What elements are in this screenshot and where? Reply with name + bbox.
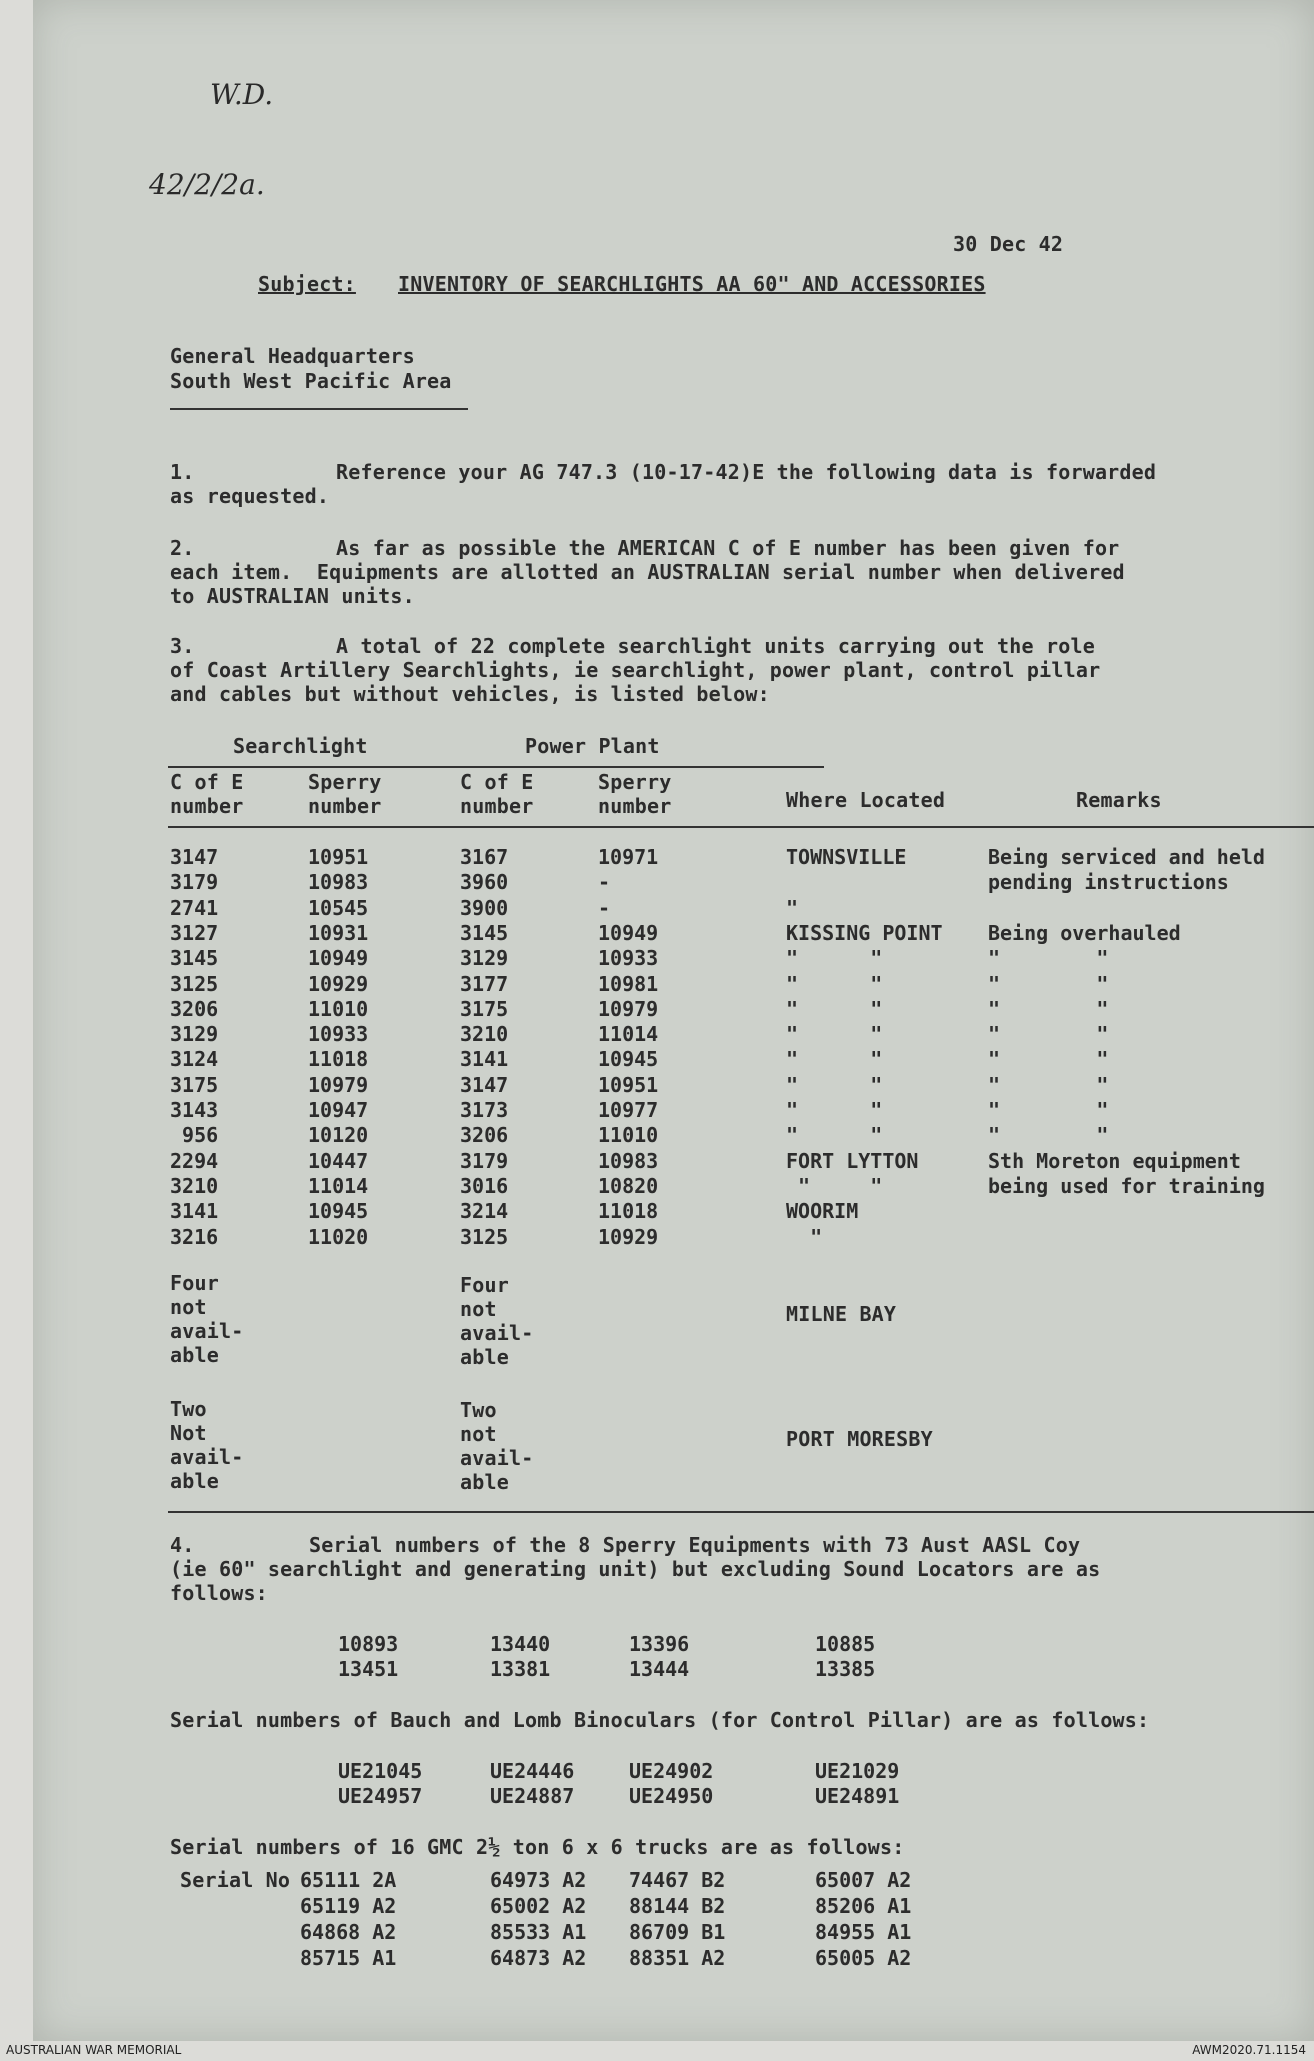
table-cell-sperry-searchlight: 10931 [308, 920, 369, 945]
table-row [33, 1149, 1314, 1174]
sperry-serial-row [33, 1657, 1314, 1682]
table-cell-sperry-power: 10933 [598, 946, 659, 971]
table-row [33, 946, 1314, 971]
address-line-1: General Headquarters [170, 344, 415, 368]
table-cell-ce-power: 3214 [460, 1199, 509, 1224]
table-cell-ce-power: 3125 [460, 1224, 509, 1249]
milne-bay-power-ce: Four not avail- able [460, 1273, 534, 1369]
binocular-serial-value: UE21029 [815, 1759, 900, 1783]
table-header-where-located: Where Located [786, 788, 946, 812]
table-cell-remarks: Being serviced and held [988, 845, 1265, 869]
table-cell-remarks: " " [988, 1072, 1109, 1097]
table-cell-ce-searchlight: 3216 [170, 1224, 219, 1249]
table-cell-remarks: pending instructions [988, 870, 1229, 895]
truck-serial-value: 64973 A2 [490, 1868, 587, 1892]
table-row [33, 1022, 1314, 1047]
table-cell-ce-searchlight: 3145 [170, 946, 219, 971]
truck-serial-value: 85533 A1 [490, 1920, 587, 1944]
table-cell-where-located: WOORIM [786, 1199, 859, 1224]
table-cell-sperry-power: 10929 [598, 1224, 659, 1249]
para1-line2: as requested. [170, 484, 330, 508]
table-cell-ce-power: 3210 [460, 1022, 509, 1047]
table-cell-where-located: " " [786, 1072, 883, 1097]
table-cell-ce-searchlight: 3179 [170, 870, 219, 895]
table-cell-remarks: " " [988, 1022, 1109, 1047]
para1-line1: Reference your AG 747.3 (10-17-42)E the following data is forwarded [336, 460, 1157, 484]
truck-serial-row [33, 1920, 1314, 1945]
para2-line1: As far as possible the AMERICAN C of E number has been given for [336, 536, 1120, 560]
truck-serial-value: 85206 A1 [815, 1894, 912, 1918]
table-row [33, 1225, 1314, 1250]
sperry-serial-value: 13444 [629, 1657, 690, 1681]
table-row [33, 997, 1314, 1022]
table-row [33, 870, 1314, 895]
table-cell-sperry-power: 10981 [598, 971, 659, 996]
table-cell-ce-power: 3129 [460, 946, 509, 971]
table-cell-sperry-power: 10977 [598, 1098, 659, 1122]
table-cell-where-located: KISSING POINT [786, 920, 943, 945]
para4-line1: Serial numbers of the 8 Sperry Equipments with 73 Aust AASL Coy [309, 1533, 1081, 1557]
table-header-rule [168, 826, 1314, 828]
binocular-serial-value: UE24957 [338, 1784, 423, 1808]
table-row [33, 1199, 1314, 1224]
table-row [33, 845, 1314, 870]
table-cell-remarks: " " [988, 946, 1109, 971]
table-bottom-rule [168, 1511, 1314, 1513]
table-cell-sperry-searchlight: 10947 [308, 1098, 369, 1122]
binocular-serial-value: UE24446 [490, 1759, 575, 1783]
table-cell-ce-searchlight: 3124 [170, 1047, 219, 1072]
para3-line3: and cables but without vehicles, is listed below: [170, 682, 770, 706]
table-cell-sperry-power: 10949 [598, 920, 659, 945]
table-cell-where-located: " " [786, 1047, 883, 1072]
para3-line1: A total of 22 complete searchlight units carrying out the role [336, 634, 1095, 658]
table-cell-sperry-searchlight: 10933 [308, 1022, 369, 1047]
truck-serial-row [33, 1946, 1314, 1971]
table-row [33, 1123, 1314, 1148]
table-cell-sperry-power: 11014 [598, 1022, 659, 1047]
table-group-searchlight: Searchlight [233, 734, 368, 758]
table-cell-sperry-power: 11018 [598, 1199, 659, 1224]
table-cell-ce-power: 3960 [460, 870, 509, 895]
truck-serial-value: 86709 B1 [629, 1920, 726, 1944]
sperry-serial-value: 13385 [815, 1657, 876, 1681]
para4-line3: follows: [170, 1581, 268, 1605]
address-line-2: South West Pacific Area [170, 369, 452, 393]
document-sheet [33, 0, 1314, 2041]
table-cell-where-located: " " [786, 971, 883, 996]
table-cell-sperry-power: - [598, 895, 611, 920]
port-moresby-searchlight-ce: Two Not avail- able [170, 1397, 244, 1493]
para2-line3: to AUSTRALIAN units. [170, 584, 415, 608]
port-moresby-power-ce: Two not avail- able [460, 1398, 534, 1494]
table-row [33, 1098, 1314, 1123]
table-cell-remarks: Being overhauled [988, 920, 1181, 945]
table-cell-ce-power: 3177 [460, 971, 509, 996]
table-header-sperry-searchlight: Sperry number [308, 770, 382, 818]
binocular-serial-row [33, 1759, 1314, 1784]
table-cell-sperry-power: 10820 [598, 1173, 659, 1198]
table-group-rule [168, 766, 824, 768]
table-cell-sperry-power: 10983 [598, 1148, 659, 1173]
table-cell-remarks: " " [988, 996, 1109, 1021]
table-cell-ce-power: 3145 [460, 920, 509, 945]
table-row [33, 972, 1314, 997]
table-cell-sperry-searchlight: 10979 [308, 1072, 369, 1097]
sperry-serial-value: 13451 [338, 1657, 399, 1681]
subject-label: Subject: [258, 272, 356, 296]
document-date: 30 Dec 42 [953, 232, 1064, 256]
milne-bay-searchlight-ce: Four not avail- able [170, 1271, 244, 1367]
table-cell-sperry-power: 10979 [598, 996, 659, 1021]
table-cell-sperry-searchlight: 11020 [308, 1224, 369, 1249]
table-cell-ce-power: 3900 [460, 895, 509, 920]
table-cell-sperry-searchlight: 10949 [308, 946, 369, 971]
table-cell-where-located: " " [786, 1173, 883, 1198]
para2-number: 2. [170, 536, 195, 560]
table-header-ce-searchlight: C of E number [170, 770, 244, 818]
truck-serial-value: 88351 A2 [629, 1946, 726, 1970]
table-header-remarks: Remarks [1076, 788, 1162, 812]
table-row [33, 1073, 1314, 1098]
table-cell-where-located: " " [786, 996, 883, 1021]
table-cell-ce-searchlight: 3210 [170, 1173, 219, 1198]
address-underline [170, 408, 468, 410]
sperry-serial-row [33, 1632, 1314, 1657]
table-row [33, 1174, 1314, 1199]
sperry-serial-value: 13396 [629, 1632, 690, 1656]
table-cell-sperry-searchlight: 10545 [308, 895, 369, 920]
subject-text: INVENTORY OF SEARCHLIGHTS AA 60" AND ACCESSORIES [398, 272, 986, 296]
sperry-serial-value: 10893 [338, 1632, 399, 1656]
binocular-serial-value: UE24887 [490, 1784, 575, 1808]
table-cell-ce-searchlight: 3175 [170, 1072, 219, 1097]
table-cell-sperry-power: 10971 [598, 845, 659, 869]
table-cell-sperry-searchlight: 10120 [308, 1123, 369, 1148]
table-cell-ce-searchlight: 3141 [170, 1199, 219, 1224]
truck-serial-value: 64873 A2 [490, 1946, 587, 1970]
binocular-serial-value: UE21045 [338, 1759, 423, 1783]
table-cell-ce-power: 3175 [460, 996, 509, 1021]
para4-line2: (ie 60" searchlight and generating unit) but excluding Sound Locators are as [170, 1557, 1101, 1581]
table-cell-remarks: being used for training [988, 1173, 1265, 1198]
table-cell-remarks: Sth Moreton equipment [988, 1148, 1241, 1173]
table-cell-ce-searchlight: 3143 [170, 1098, 219, 1122]
table-cell-sperry-power: 11010 [598, 1123, 659, 1148]
truck-serial-row [33, 1894, 1314, 1919]
table-cell-where-located: FORT LYTTON [786, 1148, 919, 1173]
table-cell-remarks: " " [988, 1123, 1109, 1148]
table-cell-sperry-power: 10945 [598, 1047, 659, 1072]
truck-serial-value: 88144 B2 [629, 1894, 726, 1918]
truck-serial-value: 65111 2A [300, 1868, 397, 1892]
table-cell-sperry-searchlight: 10447 [308, 1148, 369, 1173]
table-cell-ce-power: 3016 [460, 1173, 509, 1198]
port-moresby-location: PORT MORESBY [786, 1427, 933, 1451]
truck-serial-value: 65005 A2 [815, 1946, 912, 1970]
handwritten-file-number: 42/2/2a. [149, 168, 265, 201]
footer-archive-name: AUSTRALIAN WAR MEMORIAL [6, 2043, 182, 2057]
table-cell-ce-searchlight: 3206 [170, 996, 219, 1021]
table-cell-sperry-searchlight: 10951 [308, 845, 369, 869]
handwritten-file-mark: W.D. [210, 78, 274, 111]
table-cell-sperry-searchlight: 11014 [308, 1173, 369, 1198]
table-cell-ce-searchlight: 3125 [170, 971, 219, 996]
table-header-ce-power: C of E number [460, 770, 534, 818]
table-cell-sperry-power: 10951 [598, 1072, 659, 1097]
table-cell-ce-searchlight: 3147 [170, 845, 219, 869]
binocular-serial-value: UE24891 [815, 1784, 900, 1808]
para3-number: 3. [170, 634, 195, 658]
para4-number: 4. [170, 1533, 195, 1557]
binocular-serial-row [33, 1784, 1314, 1809]
table-cell-sperry-searchlight: 11018 [308, 1047, 369, 1072]
para1-number: 1. [170, 460, 195, 484]
table-cell-ce-searchlight: 3127 [170, 920, 219, 945]
table-cell-where-located: " " [786, 1022, 883, 1047]
table-group-power-plant: Power Plant [525, 734, 660, 758]
table-cell-ce-power: 3206 [460, 1123, 509, 1148]
table-cell-sperry-searchlight: 10929 [308, 971, 369, 996]
table-cell-ce-power: 3141 [460, 1047, 509, 1072]
table-cell-sperry-power: - [598, 870, 611, 895]
truck-serial-value: 74467 B2 [629, 1868, 726, 1892]
truck-serial-row [33, 1868, 1314, 1893]
table-cell-remarks: " " [988, 971, 1109, 996]
table-cell-where-located: " " [786, 1098, 883, 1122]
table-cell-ce-power: 3147 [460, 1072, 509, 1097]
table-cell-sperry-searchlight: 10945 [308, 1199, 369, 1224]
binoculars-heading: Serial numbers of Bauch and Lomb Binoculars (for Control Pillar) are as follows: [170, 1708, 1150, 1732]
para2-line2: each item. Equipments are allotted an AUSTRALIAN serial number when delivered [170, 560, 1125, 584]
truck-serial-value: 65007 A2 [815, 1868, 912, 1892]
table-cell-sperry-searchlight: 10983 [308, 870, 369, 895]
truck-serial-value: 65119 A2 [300, 1894, 397, 1918]
table-cell-ce-power: 3179 [460, 1148, 509, 1173]
table-cell-sperry-searchlight: 11010 [308, 996, 369, 1021]
milne-bay-location: MILNE BAY [786, 1302, 897, 1326]
table-cell-where-located: " " [786, 946, 883, 971]
table-cell-ce-searchlight: 2741 [170, 895, 219, 920]
footer-catalog-number: AWM2020.71.1154 [1192, 2043, 1306, 2057]
table-row [33, 921, 1314, 946]
sperry-serial-value: 13381 [490, 1657, 551, 1681]
table-cell-ce-power: 3167 [460, 845, 509, 869]
binocular-serial-value: UE24950 [629, 1784, 714, 1808]
truck-serial-value: 85715 A1 [300, 1946, 397, 1970]
table-cell-ce-power: 3173 [460, 1098, 509, 1122]
table-cell-ce-searchlight: 3129 [170, 1022, 219, 1047]
trucks-serial-label: Serial No [180, 1868, 291, 1892]
truck-serial-value: 84955 A1 [815, 1920, 912, 1944]
trucks-heading: Serial numbers of 16 GMC 2½ ton 6 x 6 trucks are as follows: [170, 1835, 905, 1859]
table-cell-where-located: " [786, 1224, 823, 1249]
para3-line2: of Coast Artillery Searchlights, ie searchlight, power plant, control pillar [170, 658, 1101, 682]
table-header-sperry-power: Sperry number [598, 770, 672, 818]
sperry-serial-value: 10885 [815, 1632, 876, 1656]
binocular-serial-value: UE24902 [629, 1759, 714, 1783]
table-cell-where-located: TOWNSVILLE [786, 845, 907, 869]
truck-serial-value: 65002 A2 [490, 1894, 587, 1918]
table-cell-where-located: " [786, 895, 799, 920]
table-cell-remarks: " " [988, 1098, 1109, 1122]
table-cell-remarks: " " [988, 1047, 1109, 1072]
truck-serial-value: 64868 A2 [300, 1920, 397, 1944]
table-row [33, 896, 1314, 921]
table-cell-ce-searchlight: 956 [170, 1123, 219, 1148]
table-cell-ce-searchlight: 2294 [170, 1148, 219, 1173]
table-cell-where-located: " " [786, 1123, 883, 1148]
sperry-serial-value: 13440 [490, 1632, 551, 1656]
table-row [33, 1047, 1314, 1072]
